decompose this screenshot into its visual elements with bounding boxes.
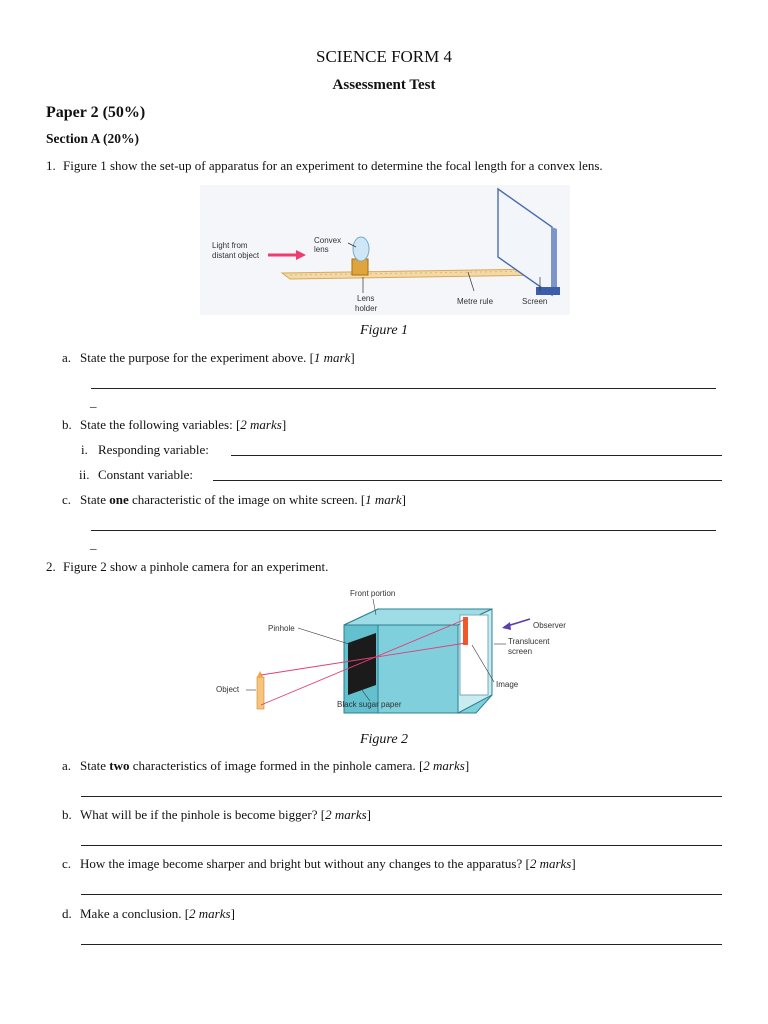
- q2-stem: Figure 2 show a pinhole camera for an experiment.: [63, 559, 329, 574]
- label-observer: Observer: [533, 621, 566, 630]
- label-metre-rule: Metre rule: [457, 297, 494, 306]
- figure-2-caption: Figure 2: [359, 732, 409, 747]
- observer-arrowhead: [502, 622, 511, 630]
- q1b-i-answer-line[interactable]: [231, 455, 722, 456]
- label-lens-1: Convex: [314, 236, 342, 245]
- q1c-text: State one characteristic of the image on white screen. [1 mark]: [80, 492, 406, 507]
- label-black-sugar-paper: Black sugar paper: [337, 700, 402, 709]
- q2a-label: a.: [62, 758, 72, 773]
- figure-1-caption: Figure 1: [359, 323, 409, 338]
- candle-flame: [257, 671, 263, 677]
- q2-number: 2.: [46, 559, 56, 574]
- q2d-answer-line[interactable]: [81, 944, 722, 945]
- q1-number: 1.: [46, 158, 56, 173]
- q1c-answer-dash: _: [90, 536, 97, 551]
- label-object: Object: [216, 685, 240, 694]
- q2d-label: d.: [62, 906, 72, 921]
- q2b-text: What will be if the pinhole is become bigger? [2 marks]: [80, 807, 371, 822]
- q1a-text: State the purpose for the experiment above. [1 mark]: [80, 350, 355, 365]
- q2d-text: Make a conclusion. [2 marks]: [80, 906, 235, 921]
- inverted-image: [463, 617, 468, 645]
- figure-2-diagram: [210, 585, 570, 720]
- label-image: Image: [496, 680, 519, 689]
- paper-heading: Paper 2 (50%): [46, 104, 146, 121]
- q1b-label: b.: [62, 417, 72, 432]
- black-sugar-paper: [348, 633, 376, 695]
- q2a-answer-line[interactable]: [81, 796, 722, 797]
- convex-lens: [353, 237, 369, 261]
- label-front-portion: Front portion: [350, 589, 396, 598]
- page-title: SCIENCE FORM 4: [315, 47, 453, 66]
- label-light-1: Light from: [212, 241, 248, 250]
- q2a-text: State two characteristics of image formed in the pinhole camera. [2 marks]: [80, 758, 470, 773]
- label-holder-1: Lens: [357, 294, 375, 303]
- label-screen: Screen: [522, 297, 548, 306]
- q1a-answer-dash: _: [90, 394, 97, 409]
- label-holder-2: holder: [355, 304, 378, 313]
- screen-base: [536, 287, 560, 295]
- q1c-answer-line[interactable]: [91, 530, 716, 531]
- label-translucent-1: Translucent: [508, 637, 550, 646]
- q1a-label: a.: [62, 350, 72, 365]
- q1-stem: Figure 1 show the set-up of apparatus for an experiment to determine the focal length for a convex lens.: [63, 158, 603, 173]
- label-translucent-2: screen: [508, 647, 533, 656]
- q2c-answer-line[interactable]: [81, 894, 722, 895]
- q1b-ii-text: Constant variable:: [98, 467, 193, 482]
- figure-1-diagram: [200, 185, 570, 320]
- q1b-text: State the following variables: [2 marks]: [80, 417, 287, 432]
- q1b-i-text: Responding variable:: [98, 442, 209, 457]
- q1b-ii-label: ii.: [79, 467, 90, 482]
- q1b-i-label: i.: [81, 442, 88, 457]
- q2c-label: c.: [62, 856, 72, 871]
- q2b-label: b.: [62, 807, 72, 822]
- label-light-2: distant object: [212, 251, 260, 260]
- label-pinhole: Pinhole: [268, 624, 295, 633]
- section-heading: Section A (20%): [46, 131, 139, 146]
- label-lens-2: lens: [314, 245, 329, 254]
- q2b-answer-line[interactable]: [81, 845, 722, 846]
- q1b-ii-answer-line[interactable]: [213, 480, 722, 481]
- page-subtitle: Assessment Test: [332, 77, 436, 93]
- q1a-answer-line[interactable]: [91, 388, 716, 389]
- screen-edge: [552, 227, 557, 295]
- q1c-label: c.: [62, 492, 72, 507]
- q2c-text: How the image become sharper and bright but without any changes to the apparatus? [2 marks]: [80, 856, 576, 871]
